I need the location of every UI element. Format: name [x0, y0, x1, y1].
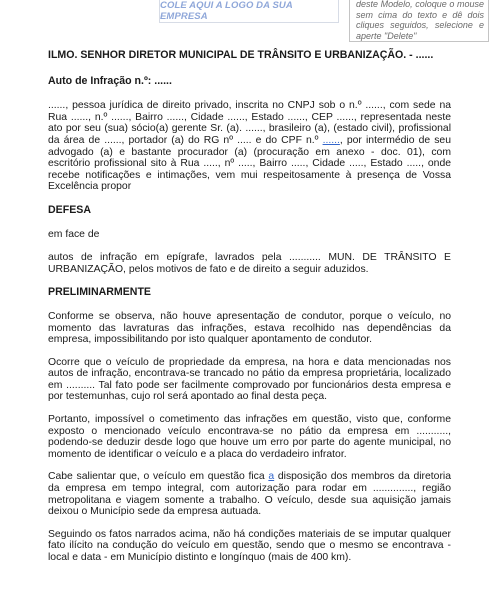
intro-paragraph — [48, 100, 451, 193]
paragraph-3: Portanto, impossível o cometimento das infrações em questão, visto que, conforme exposto o mencionado veículo encontrava-se no pátio da empresa em ..........., podendo-se deduzir desde logo que houve um erro por parte do agente municipal, no momento de identificar o veículo e a placa do verdadeiro infrator. — [48, 414, 451, 460]
document-title: ILMO. SENHOR DIRETOR MUNICIPAL DE TRÂNSITO E URBANIZAÇÃO. - ...... — [48, 49, 434, 61]
em-face-text: em face de — [48, 228, 100, 240]
paragraph-4-start: Cabe salientar que, o veículo em questão fica — [48, 471, 269, 483]
paragraph-4-link[interactable]: a — [268, 471, 275, 483]
paragraph-2: Ocorre que o veículo de propriedade da empresa, na hora e data mencionadas nos autos de infração, encontrava-se trancado no pátio da empresa proprietária, localizado em .......... Tal fato pode ser facilmente comprovado por funcionários desta empresa e por testemunhas, cujo rol será apontado ao final desta peça. — [48, 356, 451, 403]
logo-placeholder-text: COLE AQUI A LOGO DA SUA EMPRESA — [160, 0, 293, 22]
paragraph-4 — [48, 471, 451, 517]
intro-text-start: ......, pessoa jurídica de direito privado, inscrita no CNPJ sob o n.º ......, com sede na Rua ......, n.º ......, Bairro ......, Cidade ......, Estado ......, CEP ......, representada neste ato por seu (sua) sócio(a) gerente Sr. (a). ......, brasileiro (a), (estado civil), profissional da área de ......, portador (a) do RG nº ..... e do CPF n.º — [48, 100, 451, 146]
defesa-heading: DEFESA — [48, 203, 91, 216]
document-body — [48, 50, 451, 564]
paragraph-4-end: disposição dos membros da diretoria da empresa em tempo integral, com autorização para rodar em .............., região metropolitana e viagem somente a trabalho. O veículo, desde sua aquisição jamais deixou o Município sede da empresa autuada. — [48, 471, 451, 518]
logo-placeholder — [159, 0, 339, 23]
cpf-blank-link[interactable]: ...... — [322, 134, 340, 146]
preliminarmente-heading: PRELIMINARMENTE — [48, 286, 151, 299]
intro-text-end: , por intermédio de seu advogado (a) e bastante procurador (a) (procuração em anexo - doc. 01), com escritório profissional sito à Rua ....., nº ....., Bairro ....., Cidade ....., Estado ....., onde recebe notificações e intimações, vem mui respeitosamente à presença de Vossa Excelência propor — [48, 134, 451, 193]
paragraph-1: Conforme se observa, não houve apresentação de condutor, porque o veículo, no momento das lavraturas das infrações, estava recolhido nas dependências da empresa, impossibilitando por isto qualquer apontamento de condutor. — [48, 310, 451, 346]
auto-infracao-label: Auto de Infração n.º: ...... — [48, 74, 172, 87]
autos-paragraph: autos de infração em epígrafe, lavrados pela ........... MUN. DE TRÂNSITO E URBANIZAÇÃO, pelos motivos de fato e de direito a seguir aduzidos. — [48, 252, 451, 275]
paragraph-5: Seguindo os fatos narrados acima, não há condições materiais de se imputar qualquer fato ilícito na condução do veículo em questão, sendo que o mesmo se encontrava - local e data - em Município distinto e longínquo (mais de 400 km). — [48, 528, 451, 563]
instruction-note: deste Modelo, coloque o mouse sem cima do texto e dê dois cliques seguidos, selecione e aperte "Delete" — [349, 0, 489, 42]
